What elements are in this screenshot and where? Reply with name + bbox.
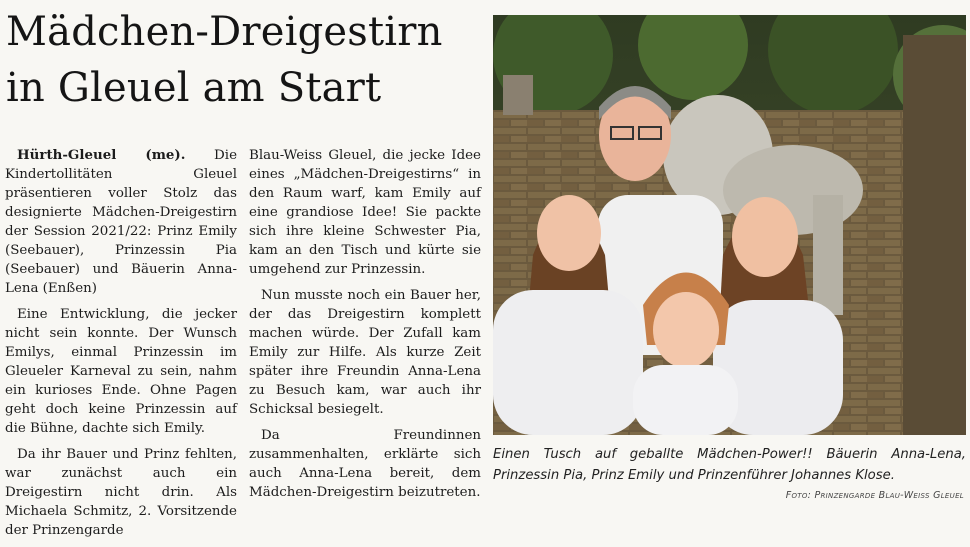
photo-caption: Einen Tusch auf geballte Mädchen-Power!! Bäuerin Anna-Lena, Prinzessin Pia, Prinz Emily und Prinzenführer Johannes Klose. <box>493 447 966 483</box>
headline-line-1: Mädchen-Dreigestirn <box>6 9 443 55</box>
dateline: Hürth-Gleuel (me). <box>17 147 186 163</box>
headline-line-2: in Gleuel am Start <box>6 65 382 111</box>
article-photo <box>493 15 966 435</box>
paragraph: Eine Entwicklung, die jecker nicht sein konnte. Der Wunsch Emilys, einmal Prinzessin im Gleueler Karneval zu sein, nahm ein kurioses Ende. Ohne Pagen geht doch keine Prinzessin auf die Bühne, dachte sich Emily. <box>5 307 237 436</box>
paragraph <box>5 146 237 298</box>
headline <box>6 4 484 116</box>
paragraph: Da ihr Bauer und Prinz fehlten, war zunächst auch ein Dreigestirn nicht drin. Als Michaela Schmitz, 2. Vorsitzende der Prinzengarde <box>5 447 237 538</box>
paragraph-text: Die Kindertollitäten Gleuel präsentieren voller Stolz das designierte Mädchen-Dreigestirn der Session 2021/22: Prinz Emily (Seebauer), Prinzessin Pia (Seebauer) und Bäuerin Anna-Lena (Enßen) <box>5 148 237 296</box>
article-column-1 <box>5 146 237 547</box>
group-photo-illustration <box>493 15 966 435</box>
paragraph: Blau-Weiss Gleuel, die jecke Idee eines „Mädchen-Dreigestirns“ in den Raum warf, kam Emily auf eine grandiose Idee! Sie packte sich ihre kleine Schwester Pia, kam an den Tisch und kürte sie umgehend zur Prinzessin. <box>249 148 481 277</box>
paragraph: Nun musste noch ein Bauer her, der das Dreigestirn komplett machen würde. Der Zufall kam Emily zur Hilfe. Als kurze Zeit später ihre Freundin Anna-Lena zu Besuch kam, war auch ihr Schicksal besiegelt. <box>249 288 481 417</box>
article-column-2 <box>249 146 481 509</box>
photo-credit: Foto: Prinzengarde Blau-Weiss Gleuel <box>785 490 964 501</box>
paragraph: Da Freundinnen zusammenhalten, erklärte sich auch Anna-Lena bereit, dem Mädchen-Dreigestirn beizutreten. <box>249 428 481 500</box>
